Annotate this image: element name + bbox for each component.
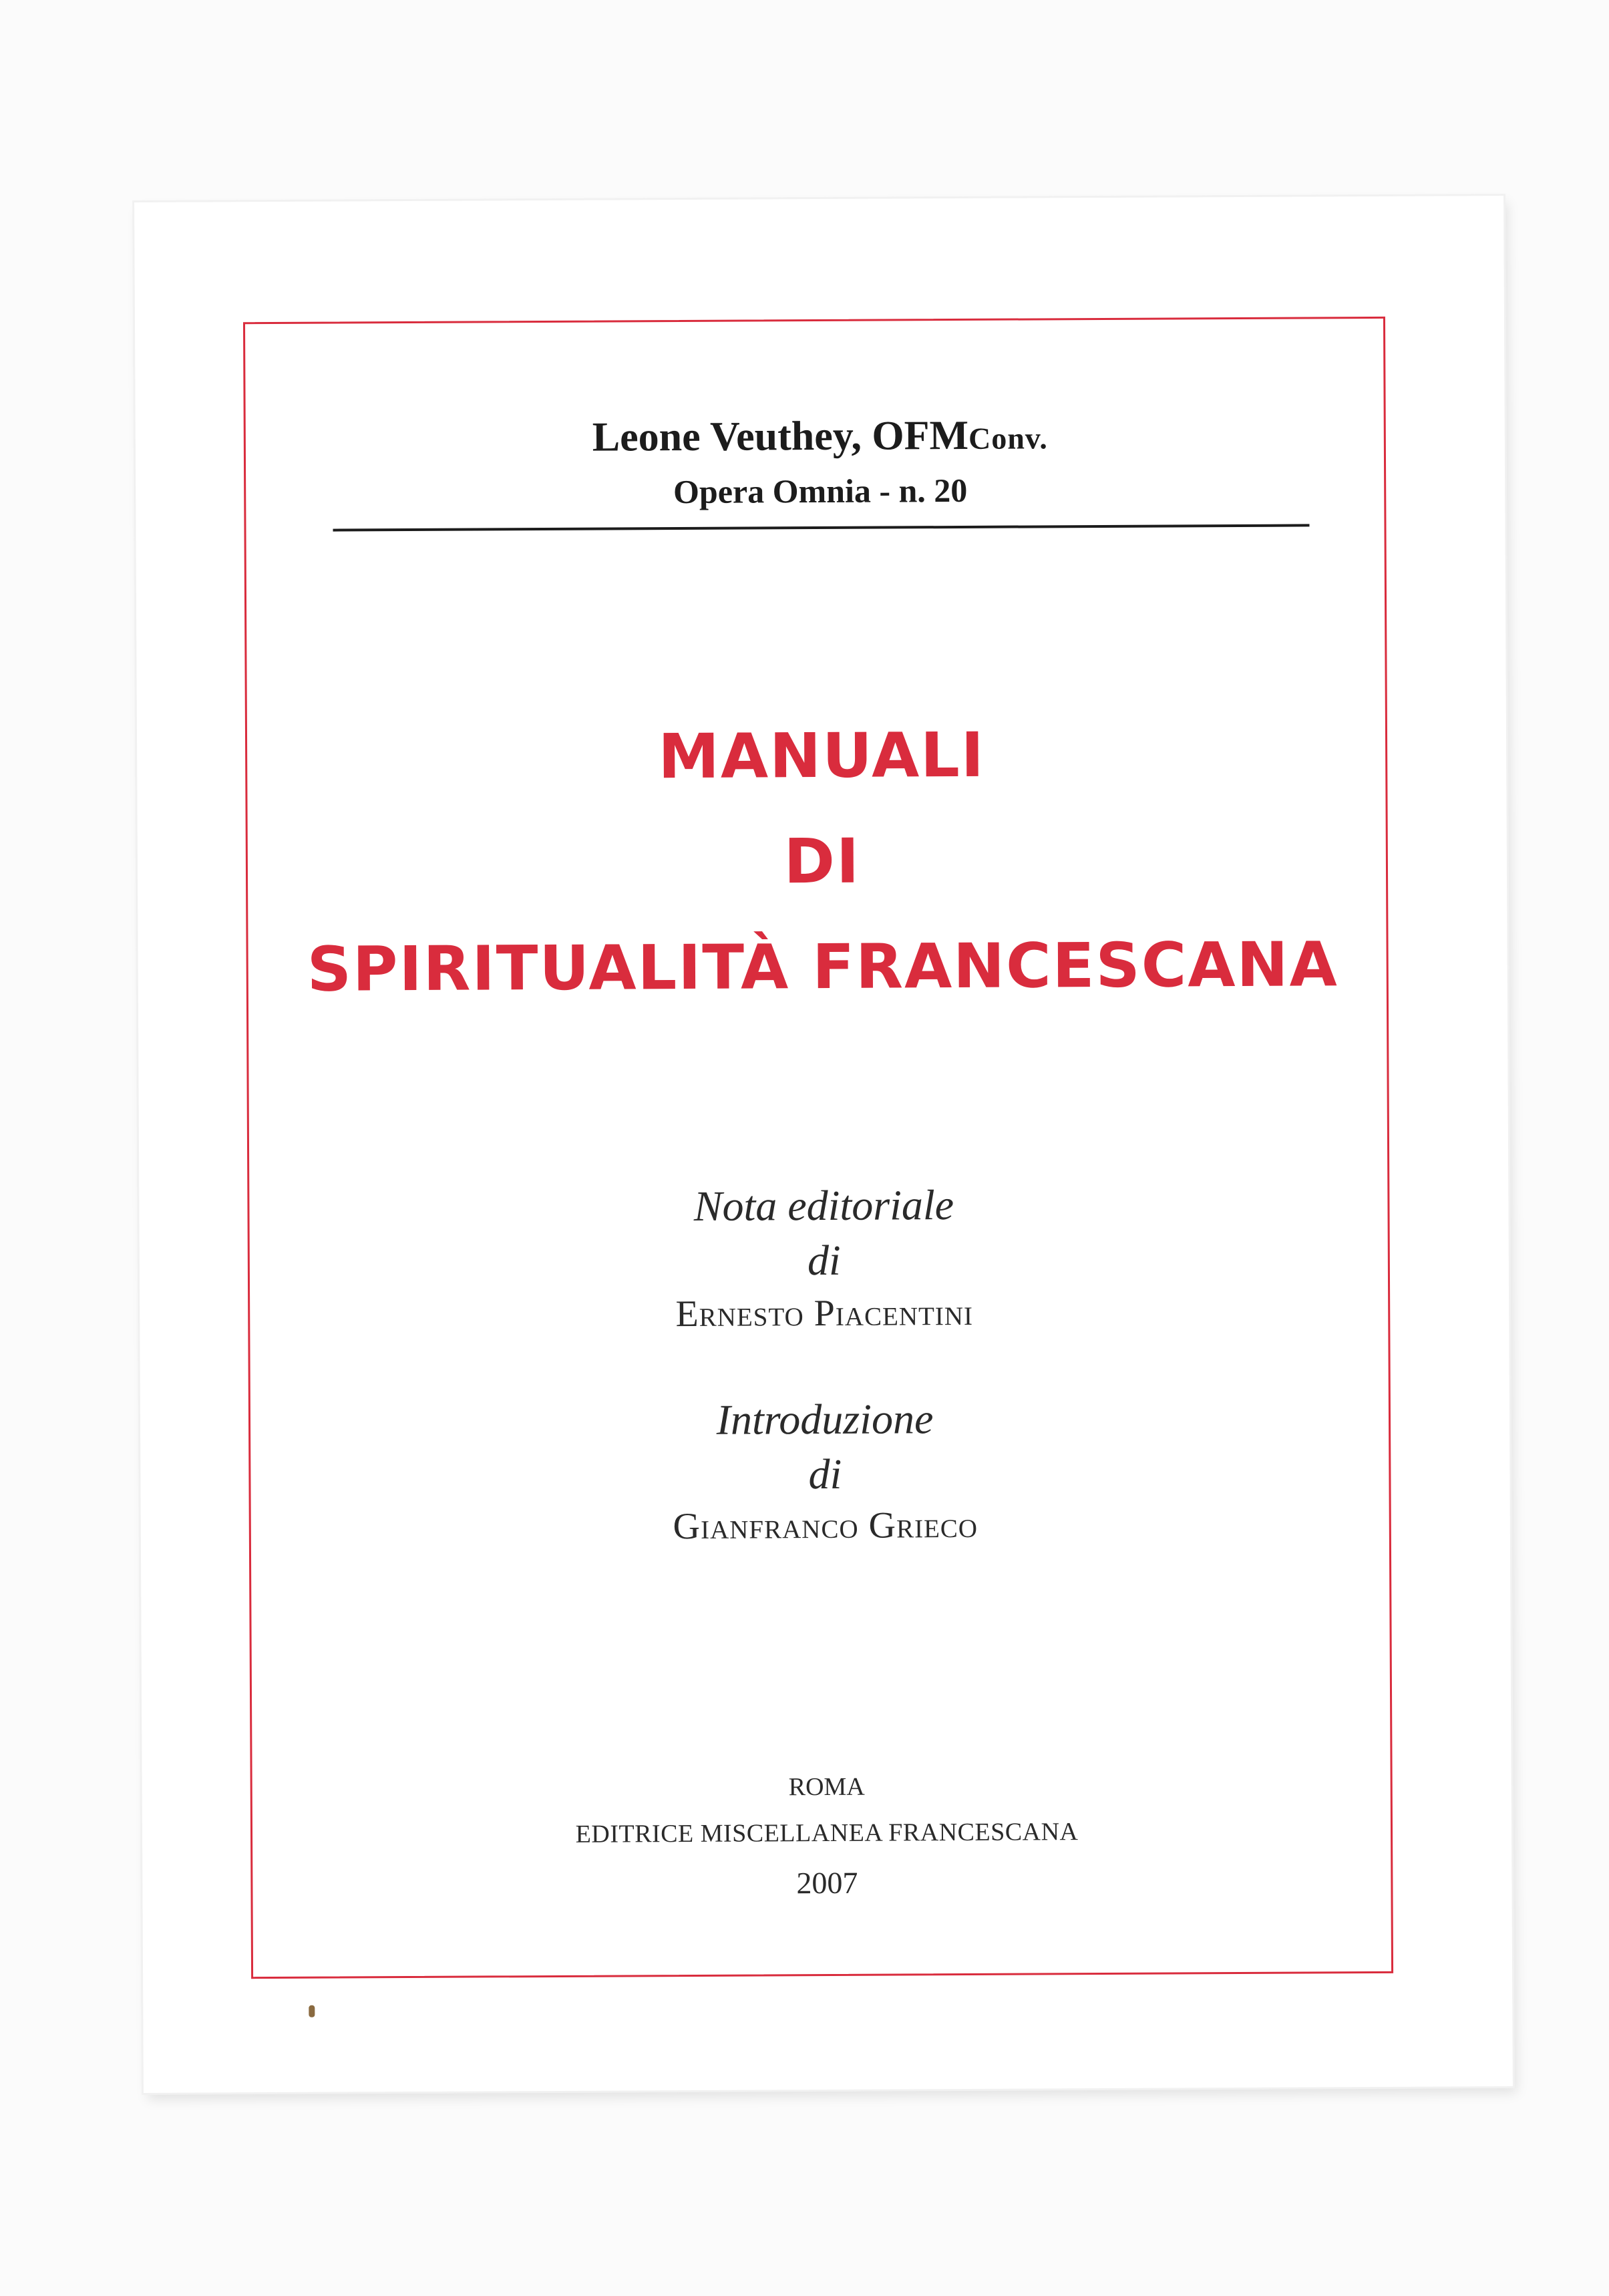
title-line-3: SPIRITUALITÀ FRANCESCANA <box>307 929 1338 1005</box>
author-line <box>136 409 1505 464</box>
title-line-2: DI <box>783 825 861 898</box>
red-border-frame <box>243 317 1393 1979</box>
series-line: Opera Omnia - n. 20 <box>673 471 968 511</box>
intro-person: Gianfranco Grieco <box>673 1504 978 1548</box>
intro-di: di <box>808 1450 842 1498</box>
paper-speck <box>309 2005 315 2017</box>
note-label: Nota editoriale <box>693 1181 954 1230</box>
intro-label: Introduzione <box>716 1395 934 1444</box>
note-person: Ernesto Piacentini <box>675 1291 974 1335</box>
publisher-name: EDITRICE MISCELLANEA FRANCESCANA <box>575 1818 1079 1848</box>
note-di: di <box>807 1236 841 1285</box>
author-name: Leone Veuthey, OFM <box>592 412 969 460</box>
publisher-city: ROMA <box>788 1772 865 1802</box>
author-order: Conv. <box>968 421 1048 456</box>
book-cover <box>134 196 1513 2093</box>
publication-year: 2007 <box>796 1865 858 1901</box>
title-line-1: MANUALI <box>658 719 986 793</box>
